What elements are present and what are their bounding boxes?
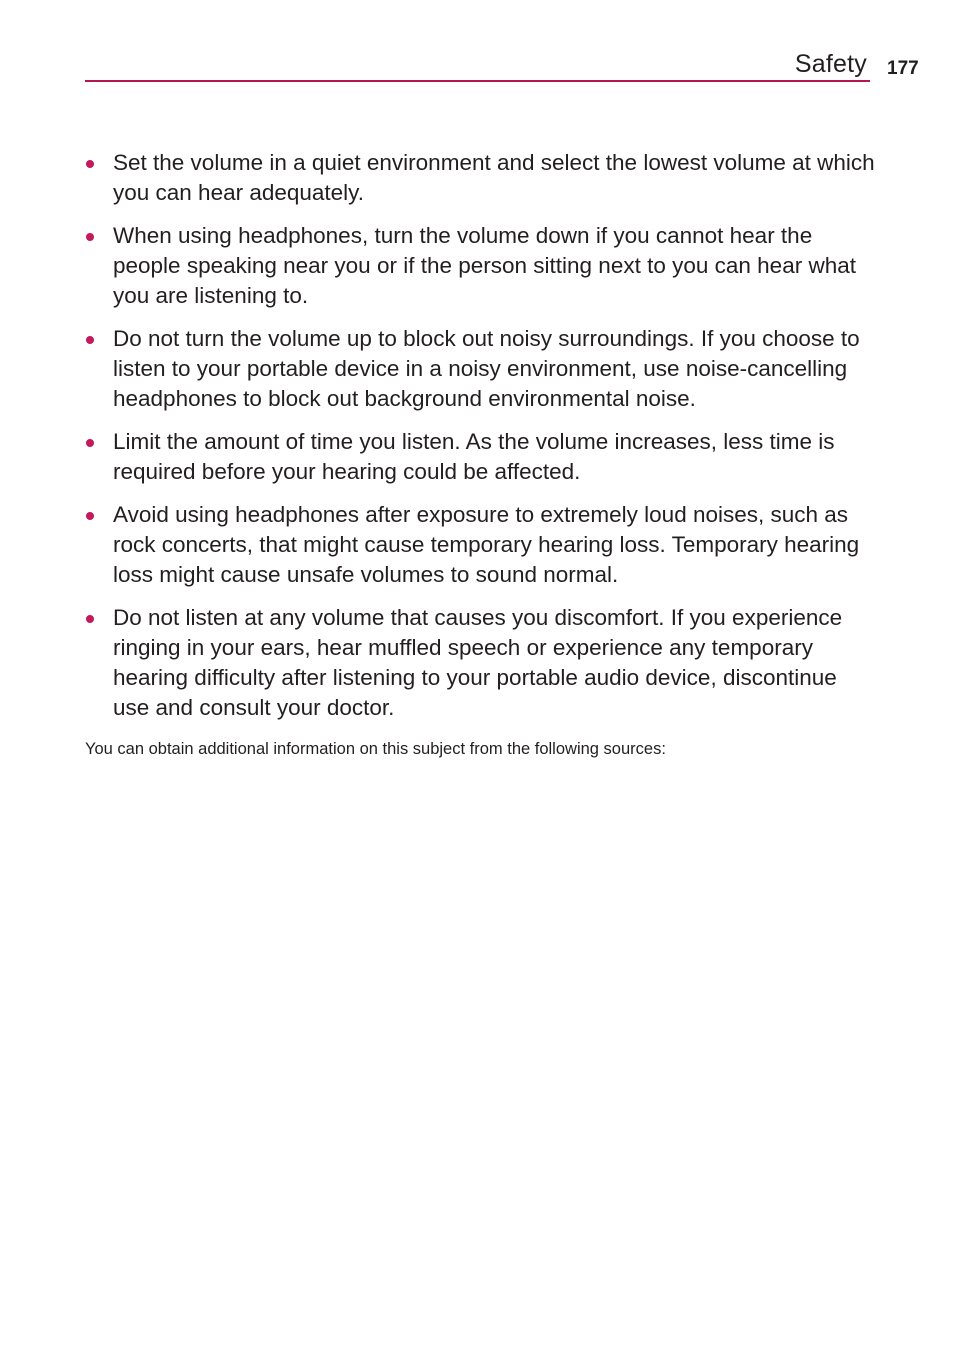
list-item-text: Set the volume in a quiet environment and select the lowest volume at which you can hear adequately. [113, 150, 875, 205]
bullet-icon [86, 439, 94, 447]
list-item [85, 500, 875, 590]
list-item [85, 148, 875, 208]
bullet-icon [86, 160, 94, 168]
bullet-icon [86, 615, 94, 623]
list-item [85, 603, 875, 723]
bullet-icon [86, 336, 94, 344]
section-title: Safety [794, 50, 867, 78]
bullet-icon [86, 233, 94, 241]
list-item-text: Limit the amount of time you listen. As the volume increases, less time is required before your hearing could be affected. [113, 429, 835, 484]
header-divider [85, 80, 870, 82]
page-header [85, 0, 870, 84]
list-item [85, 324, 875, 414]
sources-note: You can obtain additional information on this subject from the following sources: [85, 740, 666, 758]
list-item-text: Do not turn the volume up to block out noisy surroundings. If you choose to listen to your portable device in a noisy environment, use noise-cancelling headphones to block out background environmental noise. [113, 326, 860, 411]
list-item-text: When using headphones, turn the volume down if you cannot hear the people speaking near you or if the person sitting next to you can hear what you are listening to. [113, 223, 856, 308]
bullet-icon [86, 512, 94, 520]
list-item-text: Avoid using headphones after exposure to extremely loud noises, such as rock concerts, that might cause temporary hearing loss. Temporary hearing loss might cause unsafe volumes to sound normal. [113, 502, 860, 587]
page-number: 177 [887, 58, 919, 79]
list-item [85, 427, 875, 487]
list-item-text: Do not listen at any volume that causes you discomfort. If you experience ringing in your ears, hear muffled speech or experience any temporary hearing difficulty after listening to your portable audio device, discontinue use and consult your doctor. [113, 605, 843, 720]
safety-bullet-list [85, 148, 875, 736]
list-item [85, 221, 875, 311]
